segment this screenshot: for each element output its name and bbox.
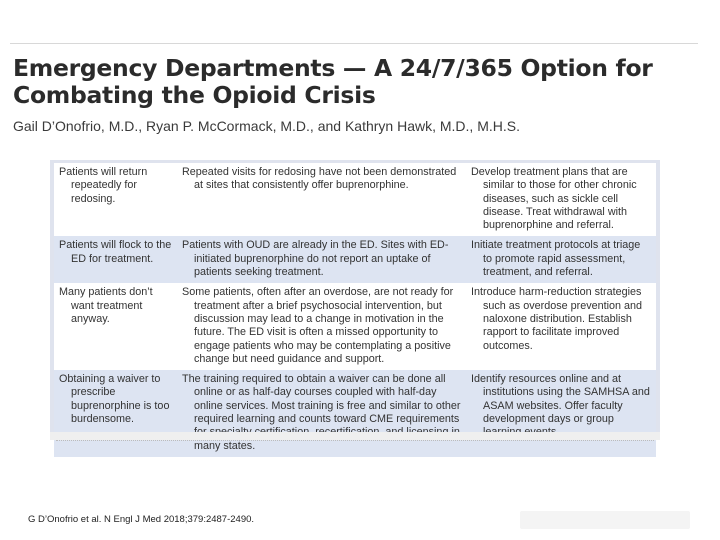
faint-footnote-line — [56, 440, 654, 442]
citation: G D’Onofrio et al. N Engl J Med 2018;379:2487-2490. — [28, 514, 255, 525]
top-rule — [10, 43, 698, 44]
evidence-cell: Repeated visits for redosing have not been demonstrated at sites that consistently offer buprenorphine. — [177, 163, 466, 236]
concern-cell: Patients will return repeatedly for redosing. — [54, 163, 177, 236]
evidence-cell: The training required to obtain a waiver can be done all online or as half-day courses coupled with half-day online services. Most training is free and similar to other required learning and counts toward CME requirements many states. — [177, 370, 466, 457]
article-authors: Gail D’Onofrio, M.D., Ryan P. McCormack, M.D., and Kathryn Hawk, M.D., M.H.S. — [13, 118, 520, 134]
table-row — [54, 283, 656, 370]
solution-cell: Introduce harm-reduction strategies such as overdose prevention and naloxone distribution. Establish rapport to facilitate improved outcomes. — [466, 283, 656, 370]
concern-cell: Many patients don’t want treatment anyway. — [54, 283, 177, 370]
table-row — [54, 370, 656, 457]
evidence-cell: Some patients, often after an overdose, are not ready for treatment after a brief psychosocial intervention, but discussion may lead to a change in motivation in the future. The ED visit is often a missed opportunity to engage patients who may be contemplating a positive change but need guidance and support. — [177, 283, 466, 370]
concerns-table — [50, 160, 660, 452]
table-footer-band — [50, 432, 660, 440]
solution-cell: Develop treatment plans that are similar to those for other chronic diseases, such as sickle cell disease. Treat withdrawal with buprenorphine and referral. — [466, 163, 656, 236]
article-title: Emergency Departments — A 24/7/365 Option for Combating the Opioid Crisis — [13, 54, 653, 109]
solution-cell: Identify resources online and at institutions using the SAMHSA and ASAM websites. Offer faculty development days or group — [466, 370, 656, 457]
journal-logo-ghost — [520, 511, 690, 529]
solution-cell: Initiate treatment protocols at triage to promote rapid assessment, treatment, and referral. — [466, 236, 656, 283]
concern-cell: Patients will flock to the ED for treatment. — [54, 236, 177, 283]
table-row — [54, 236, 656, 283]
evidence-cell: Patients with OUD are already in the ED. Sites with ED-initiated buprenorphine do not report an uptake of patients seeking treatment. — [177, 236, 466, 283]
concern-cell: Obtaining a waiver to prescribe buprenorphine is too burdensome. — [54, 370, 177, 457]
table-row — [54, 163, 656, 236]
